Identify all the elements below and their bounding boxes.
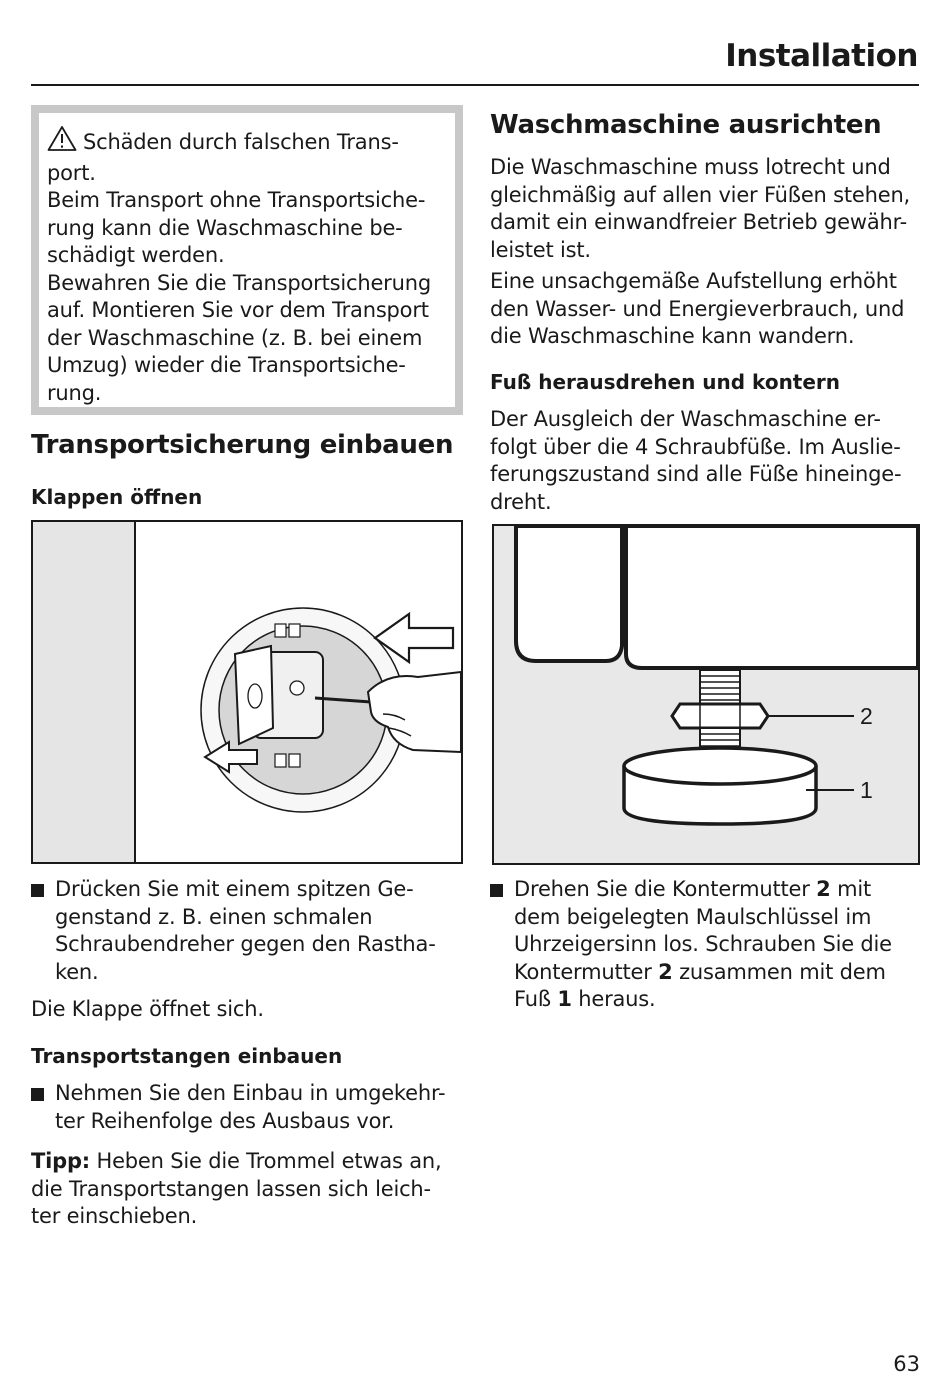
para-line: Eine unsachgemäße Aufstellung erhöht xyxy=(490,269,897,293)
para-line: den Wasser- und Energieverbrauch, und xyxy=(490,296,905,321)
bullet-square-icon xyxy=(490,884,503,897)
foot-illustration xyxy=(494,526,918,863)
bullet-line: Drücken Sie mit einem spitzen Ge- xyxy=(55,877,414,901)
bullet-line: ter Reihenfolge des Ausbaus vor. xyxy=(55,1108,395,1133)
callout-label-foot: 1 xyxy=(860,777,873,803)
para-line: ferungszustand sind alle Füße hineinge- xyxy=(490,462,902,486)
bullet-line: Nehmen Sie den Einbau in umgekehr- xyxy=(55,1081,446,1105)
tip-line: Heben Sie die Trommel etwas an, xyxy=(96,1149,442,1173)
warning-line: auf. Montieren Sie vor dem Transport xyxy=(47,298,429,322)
bullet-text: dem beigelegten Maulschlüssel im xyxy=(514,904,872,929)
bullet-text: Kontermutter xyxy=(514,959,659,984)
warning-line: schädigt werden. xyxy=(47,243,225,267)
callout-label-nut: 2 xyxy=(860,703,873,729)
para-line: folgt über die 4 Schraubfüße. Im Auslie- xyxy=(490,434,901,459)
para-line: Die Waschmaschine muss lotrecht und xyxy=(490,155,891,179)
paragraph xyxy=(490,406,922,516)
para-line: leistet ist. xyxy=(490,237,591,262)
figure-foot xyxy=(492,524,920,865)
list-item xyxy=(31,1080,463,1135)
figure-flap-open xyxy=(31,520,463,864)
warning-line: rung. xyxy=(47,380,102,405)
bullet-line: Schraubendreher gegen den Rastha- xyxy=(55,932,436,956)
warning-triangle-icon xyxy=(47,125,77,160)
tip-paragraph xyxy=(31,1148,463,1231)
bullet-text: Drehen Sie die Kontermutter xyxy=(514,877,817,901)
page-title: Installation xyxy=(725,38,918,74)
warning-line: Umzug) wieder die Transportsiche- xyxy=(47,353,406,377)
para-line: gleichmäßig auf allen vier Füßen stehen, xyxy=(490,182,911,207)
bullet-square-icon xyxy=(31,1088,44,1101)
tip-line: ter einschieben. xyxy=(31,1204,198,1228)
tip-line: die Transportstangen lassen sich leich- xyxy=(31,1176,431,1201)
section-title-transportsicherung: Transportsicherung einbauen xyxy=(31,430,454,460)
warning-title-line: port. xyxy=(47,160,96,185)
warning-box xyxy=(31,105,463,415)
bullet-ref: 2 xyxy=(658,959,673,984)
header-divider xyxy=(31,84,919,86)
subheading-transportstangen: Transportstangen einbauen xyxy=(31,1044,343,1068)
warning-title xyxy=(47,125,452,187)
bullet-line: genstand z. B. einen schmalen xyxy=(55,904,373,929)
result-text: Die Klappe öffnet sich. xyxy=(31,997,264,1021)
bullet-square-icon xyxy=(31,884,44,897)
bullet-text: heraus. xyxy=(571,987,656,1011)
bullet-text: zusammen mit dem xyxy=(672,959,886,984)
bullet-ref: 1 xyxy=(557,987,572,1011)
para-line: Der Ausgleich der Waschmaschine er- xyxy=(490,407,881,431)
warning-title-line: Schäden durch falschen Trans- xyxy=(83,130,399,154)
bullet-text: Fuß xyxy=(514,987,558,1011)
page-number: 63 xyxy=(893,1352,920,1376)
warning-body xyxy=(47,187,452,407)
paragraph xyxy=(490,268,922,351)
para-line: damit ein einwandfreier Betrieb gewähr- xyxy=(490,210,908,234)
bullet-ref: 2 xyxy=(816,877,831,901)
bullet-line: ken. xyxy=(55,959,99,984)
tip-label: Tipp: xyxy=(31,1149,90,1173)
section-title-ausrichten: Waschmaschine ausrichten xyxy=(490,110,882,140)
warning-line: rung kann die Waschmaschine be- xyxy=(47,215,403,240)
warning-line: Bewahren Sie die Transportsicherung xyxy=(47,270,431,295)
flap-illustration xyxy=(33,522,461,862)
bullet-text: Uhrzeigersinn los. Schrauben Sie die xyxy=(514,932,892,956)
para-line: dreht. xyxy=(490,489,552,514)
list-item xyxy=(31,876,463,986)
subheading-klappen: Klappen öffnen xyxy=(31,485,203,509)
warning-line: der Waschmaschine (z. B. bei einem xyxy=(47,325,423,350)
list-item xyxy=(490,876,922,1014)
paragraph xyxy=(490,154,922,264)
para-line: die Waschmaschine kann wandern. xyxy=(490,324,855,348)
bullet-text: mit xyxy=(830,877,871,901)
subheading-fuss: Fuß herausdrehen und kontern xyxy=(490,370,841,394)
warning-line: Beim Transport ohne Transportsiche- xyxy=(47,188,426,212)
